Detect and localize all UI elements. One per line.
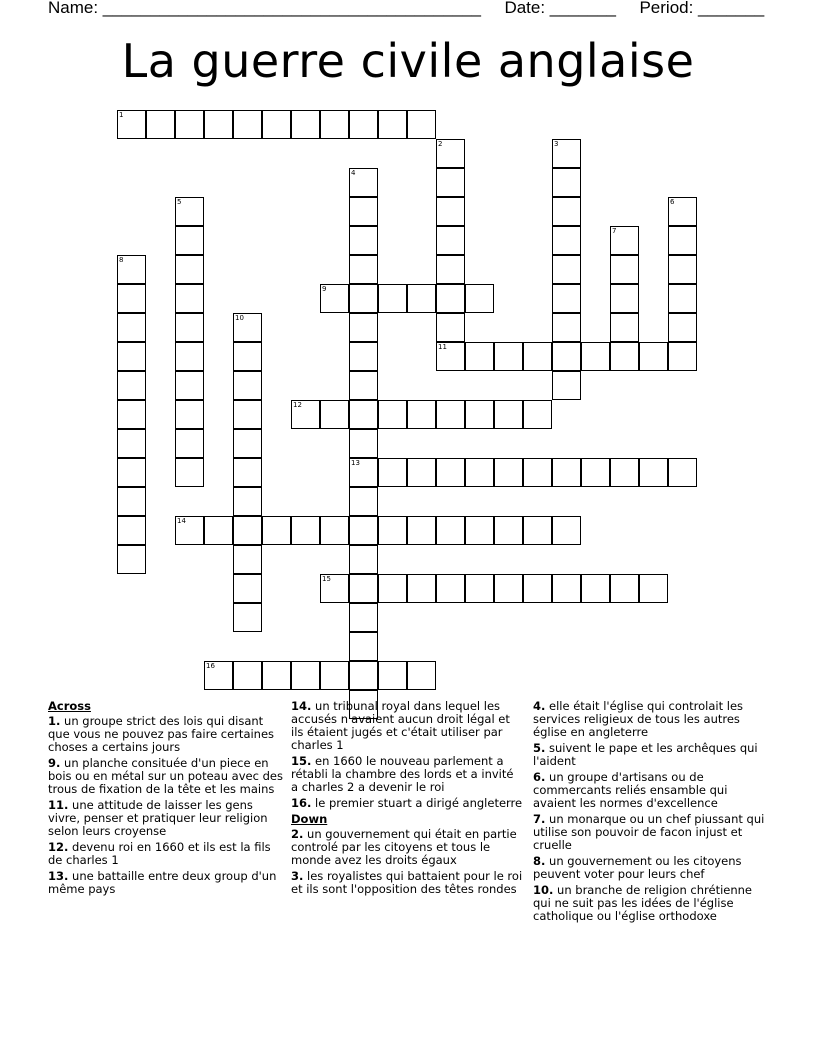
grid-cell[interactable] bbox=[349, 574, 378, 603]
grid-cell[interactable] bbox=[436, 255, 465, 284]
clues-column-3 bbox=[533, 700, 773, 926]
clue-across-12: 12. devenu roi en 1660 et ils est la fils de charles 1 bbox=[48, 840, 271, 867]
grid-cell[interactable] bbox=[465, 342, 494, 371]
grid-cell[interactable] bbox=[639, 342, 668, 371]
grid-cell[interactable] bbox=[233, 574, 262, 603]
grid-cell[interactable] bbox=[204, 110, 233, 139]
grid-cell[interactable] bbox=[407, 400, 436, 429]
clue-number-6: 6 bbox=[670, 198, 675, 206]
grid-cell[interactable] bbox=[378, 574, 407, 603]
grid-cell[interactable] bbox=[436, 226, 465, 255]
grid-cell[interactable] bbox=[233, 458, 262, 487]
grid-cell[interactable] bbox=[320, 400, 349, 429]
grid-cell[interactable] bbox=[349, 516, 378, 545]
grid-cell[interactable] bbox=[494, 574, 523, 603]
grid-cell[interactable] bbox=[668, 313, 697, 342]
grid-cell[interactable] bbox=[378, 458, 407, 487]
grid-cell[interactable] bbox=[552, 574, 581, 603]
grid-cell[interactable] bbox=[436, 284, 465, 313]
grid-cell[interactable] bbox=[262, 516, 291, 545]
grid-cell[interactable] bbox=[117, 545, 146, 574]
grid-cell[interactable] bbox=[262, 110, 291, 139]
clue-number-1: 1 bbox=[119, 111, 124, 119]
grid-cell[interactable] bbox=[639, 574, 668, 603]
grid-cell[interactable] bbox=[610, 342, 639, 371]
grid-cell[interactable] bbox=[378, 661, 407, 690]
grid-cell[interactable] bbox=[117, 313, 146, 342]
grid-cell[interactable] bbox=[233, 400, 262, 429]
grid-cell[interactable] bbox=[610, 255, 639, 284]
grid-cell[interactable] bbox=[407, 516, 436, 545]
across-heading: Across bbox=[48, 699, 91, 713]
grid-cell[interactable] bbox=[117, 487, 146, 516]
grid-cell[interactable] bbox=[378, 400, 407, 429]
grid-cell[interactable] bbox=[407, 110, 436, 139]
grid-cell[interactable] bbox=[552, 255, 581, 284]
grid-cell[interactable] bbox=[407, 574, 436, 603]
grid-cell[interactable] bbox=[378, 284, 407, 313]
grid-cell[interactable] bbox=[349, 632, 378, 661]
grid-cell[interactable] bbox=[175, 400, 204, 429]
grid-cell[interactable] bbox=[494, 516, 523, 545]
grid-cell[interactable] bbox=[494, 342, 523, 371]
name-field[interactable]: Name: ________________________________________ bbox=[48, 0, 481, 17]
clue-down-8: 8. un gouvernement ou les citoyens peuvent voter pour leurs chef bbox=[533, 854, 742, 881]
grid-cell[interactable] bbox=[291, 661, 320, 690]
grid-cell[interactable] bbox=[610, 574, 639, 603]
grid-cell[interactable] bbox=[349, 110, 378, 139]
clue-down-4: 4. elle était l'église qui controlait les services religieux de tous les autres église en angleterre bbox=[533, 699, 744, 739]
grid-cell[interactable] bbox=[610, 313, 639, 342]
grid-cell[interactable] bbox=[523, 516, 552, 545]
grid-cell[interactable] bbox=[291, 110, 320, 139]
grid-cell[interactable] bbox=[291, 516, 320, 545]
clue-number-5: 5 bbox=[177, 198, 182, 206]
grid-cell[interactable] bbox=[349, 603, 378, 632]
grid-cell[interactable] bbox=[117, 371, 146, 400]
grid-cell[interactable] bbox=[378, 110, 407, 139]
grid-cell[interactable] bbox=[378, 516, 407, 545]
clue-number-7: 7 bbox=[612, 227, 617, 235]
clue-down-2: 2. un gouvernement qui était en partie controlé par les citoyens et tous le monde avez les droits égaux bbox=[291, 827, 517, 867]
grid-cell[interactable] bbox=[233, 110, 262, 139]
clue-number-11: 11 bbox=[438, 343, 447, 351]
clue-across-11: 11. une attitude de laisser les gens vivre, penser et pratiquer leur religion selon leurs croyense bbox=[48, 798, 268, 838]
grid-cell[interactable] bbox=[581, 574, 610, 603]
clue-down-7: 7. un monarque ou un chef piussant qui utilise son pouvoir de facon injust et cruelle bbox=[533, 812, 765, 852]
clue-number-14: 14 bbox=[177, 517, 186, 525]
clue-across-16: 16. le premier stuart a dirigé angleterre bbox=[291, 796, 523, 810]
grid-cell[interactable] bbox=[233, 487, 262, 516]
grid-cell[interactable] bbox=[349, 429, 378, 458]
grid-cell[interactable] bbox=[523, 574, 552, 603]
grid-cell[interactable] bbox=[465, 516, 494, 545]
grid-cell[interactable] bbox=[349, 284, 378, 313]
clue-across-13: 13. une battaille entre deux group d'un même pays bbox=[48, 869, 277, 896]
clue-across-15: 15. en 1660 le nouveau parlement a rétabli la chambre des lords et a invité a charles 2 a devenir le roi bbox=[291, 754, 514, 794]
grid-cell[interactable] bbox=[349, 400, 378, 429]
clue-down-6: 6. un groupe d'artisans ou de commercants reliés ensamble qui avaient les normes d'excellence bbox=[533, 770, 728, 810]
grid-cell[interactable] bbox=[494, 458, 523, 487]
grid-cell[interactable] bbox=[668, 458, 697, 487]
grid-cell[interactable] bbox=[436, 574, 465, 603]
grid-cell[interactable] bbox=[175, 226, 204, 255]
grid-cell[interactable] bbox=[610, 284, 639, 313]
clue-number-13: 13 bbox=[351, 459, 360, 467]
clue-number-4: 4 bbox=[351, 169, 356, 177]
grid-cell[interactable] bbox=[436, 458, 465, 487]
grid-cell[interactable] bbox=[349, 342, 378, 371]
grid-cell[interactable] bbox=[581, 342, 610, 371]
grid-cell[interactable] bbox=[262, 661, 291, 690]
grid-cell[interactable] bbox=[349, 661, 378, 690]
grid-cell[interactable] bbox=[117, 429, 146, 458]
grid-cell[interactable] bbox=[233, 342, 262, 371]
grid-cell[interactable] bbox=[175, 458, 204, 487]
grid-cell[interactable] bbox=[175, 371, 204, 400]
grid-cell[interactable] bbox=[610, 458, 639, 487]
grid-cell[interactable] bbox=[117, 458, 146, 487]
grid-cell[interactable] bbox=[523, 400, 552, 429]
clue-number-12: 12 bbox=[293, 401, 302, 409]
grid-cell[interactable] bbox=[436, 313, 465, 342]
grid-cell[interactable] bbox=[552, 458, 581, 487]
clue-number-9: 9 bbox=[322, 285, 327, 293]
clue-down-5: 5. suivent le pape et les archêques qui l'aident bbox=[533, 741, 758, 768]
grid-cell[interactable] bbox=[233, 516, 262, 545]
grid-cell[interactable] bbox=[175, 110, 204, 139]
clue-number-8: 8 bbox=[119, 256, 124, 264]
date-field[interactable]: Date: _______ bbox=[504, 0, 616, 17]
grid-cell[interactable] bbox=[436, 197, 465, 226]
clue-number-16: 16 bbox=[206, 662, 215, 670]
grid-cell[interactable] bbox=[349, 371, 378, 400]
grid-cell[interactable] bbox=[349, 226, 378, 255]
grid-cell[interactable] bbox=[552, 226, 581, 255]
grid-cell[interactable] bbox=[436, 516, 465, 545]
grid-cell[interactable] bbox=[668, 255, 697, 284]
grid-cell[interactable] bbox=[146, 110, 175, 139]
grid-cell[interactable] bbox=[668, 342, 697, 371]
grid-cell[interactable] bbox=[175, 284, 204, 313]
grid-cell[interactable] bbox=[465, 400, 494, 429]
grid-cell[interactable] bbox=[320, 110, 349, 139]
grid-cell[interactable] bbox=[175, 255, 204, 284]
grid-cell[interactable] bbox=[407, 284, 436, 313]
grid-cell[interactable] bbox=[552, 516, 581, 545]
grid-cell[interactable] bbox=[668, 226, 697, 255]
grid-cell[interactable] bbox=[465, 574, 494, 603]
grid-cell[interactable] bbox=[233, 545, 262, 574]
grid-cell[interactable] bbox=[349, 255, 378, 284]
clue-across-1: 1. un groupe strict des lois qui disant que vous ne pouvez pas faire certaines choses a certains jours bbox=[48, 714, 275, 754]
grid-cell[interactable] bbox=[233, 603, 262, 632]
grid-cell[interactable] bbox=[407, 661, 436, 690]
grid-cell[interactable] bbox=[320, 516, 349, 545]
grid-cell[interactable] bbox=[552, 371, 581, 400]
clue-number-3: 3 bbox=[554, 140, 559, 148]
grid-cell[interactable] bbox=[407, 458, 436, 487]
grid-cell[interactable] bbox=[117, 400, 146, 429]
grid-cell[interactable] bbox=[349, 313, 378, 342]
grid-cell[interactable] bbox=[436, 400, 465, 429]
clue-number-2: 2 bbox=[438, 140, 443, 148]
grid-cell[interactable] bbox=[552, 284, 581, 313]
grid-cell[interactable] bbox=[349, 487, 378, 516]
grid-cell[interactable] bbox=[320, 661, 349, 690]
clue-across-9: 9. un planche consituée d'un piece en bois ou en métal sur un poteau avec des trous de fixation de la tête et les mains bbox=[48, 756, 283, 796]
grid-cell[interactable] bbox=[465, 458, 494, 487]
grid-cell[interactable] bbox=[436, 168, 465, 197]
grid-cell[interactable] bbox=[552, 342, 581, 371]
grid-cell[interactable] bbox=[349, 197, 378, 226]
page-title: La guerre civile anglaise bbox=[121, 34, 695, 88]
grid-cell[interactable] bbox=[175, 429, 204, 458]
grid-cell[interactable] bbox=[175, 313, 204, 342]
grid-cell[interactable] bbox=[523, 458, 552, 487]
clues-column-2 bbox=[291, 700, 523, 899]
grid-cell[interactable] bbox=[668, 284, 697, 313]
grid-cell[interactable] bbox=[117, 342, 146, 371]
clue-across-14: 14. un tribunal royal dans lequel les accusés n'avaient aucun droit légal et ils étaient jugés et c'était utiliser par charles 1 bbox=[291, 699, 510, 752]
grid-cell[interactable] bbox=[204, 516, 233, 545]
grid-cell[interactable] bbox=[117, 516, 146, 545]
clue-down-3: 3. les royalistes qui battaient pour le roi et ils sont l'opposition des têtes rondes bbox=[291, 869, 523, 896]
grid-cell[interactable] bbox=[233, 429, 262, 458]
grid-cell[interactable] bbox=[552, 197, 581, 226]
grid-cell[interactable] bbox=[494, 400, 523, 429]
clue-down-10: 10. un branche de religion chrétienne qui ne suit pas les idées de l'église catholique ou l'église orthodoxe bbox=[533, 883, 753, 923]
grid-cell[interactable] bbox=[349, 545, 378, 574]
grid-cell[interactable] bbox=[552, 313, 581, 342]
grid-cell[interactable] bbox=[552, 168, 581, 197]
clue-number-10: 10 bbox=[235, 314, 244, 322]
clue-number-15: 15 bbox=[322, 575, 331, 583]
down-heading: Down bbox=[291, 812, 328, 826]
clues-column-1 bbox=[48, 700, 284, 899]
grid-cell[interactable] bbox=[233, 371, 262, 400]
grid-cell[interactable] bbox=[175, 342, 204, 371]
period-field[interactable]: Period: _______ bbox=[639, 0, 765, 17]
grid-cell[interactable] bbox=[233, 661, 262, 690]
grid-cell[interactable] bbox=[117, 284, 146, 313]
grid-cell[interactable] bbox=[639, 458, 668, 487]
grid-cell[interactable] bbox=[465, 284, 494, 313]
grid-cell[interactable] bbox=[523, 342, 552, 371]
grid-cell[interactable] bbox=[581, 458, 610, 487]
